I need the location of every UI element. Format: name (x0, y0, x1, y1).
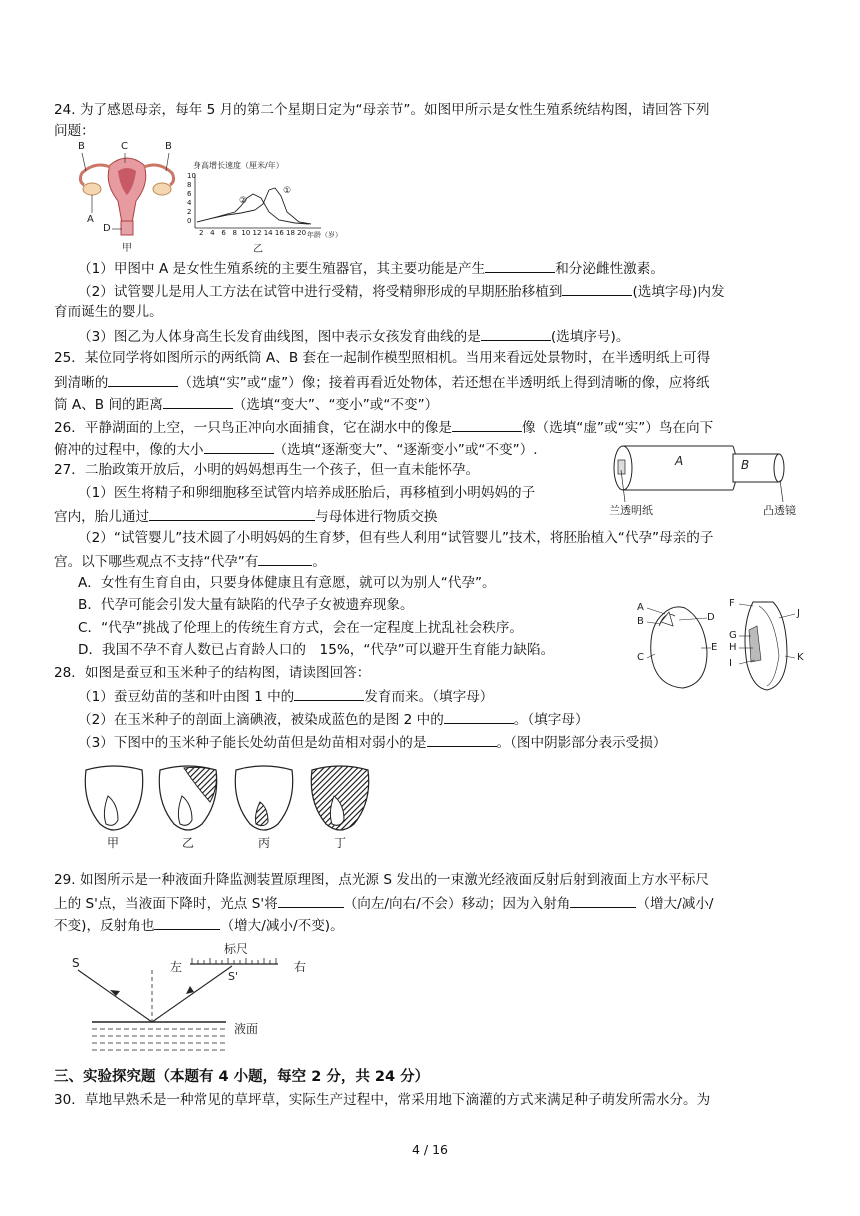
q24-line1: 24. 为了感恩母亲，每年 5 月的第二个星期日定为“母亲节”。如图甲所示是女性生殖系统结构图，请回答下列 (54, 102, 710, 118)
q27-option-a: A．女性有生育自由，只要身体健康且有意愿，就可以为别人“代孕”。 (78, 575, 496, 591)
source-s-label: S (72, 956, 80, 970)
seed-label-k: K (797, 652, 804, 663)
growth-ylabel: 身高增长速度（厘米/年） (193, 161, 284, 170)
q24-s2-cont: 育而诞生的婴儿。 (54, 304, 163, 320)
q28-s2: （2）在玉米种子的剖面上滴碘液，被染成蓝色的是图 2 中的 。（填字母） (78, 708, 589, 730)
growth-xticks: 2 4 6 8 10 12 14 16 18 20 (199, 229, 307, 237)
liquid-label: 液面 (234, 1022, 259, 1036)
ruler-label: 标尺 (224, 942, 249, 956)
q27-line4: （2）“试管婴儿”技术圆了小明妈妈的生育梦，但有些人利用“试管婴儿”技术，将胚胎植入“代孕”母亲的子 (78, 530, 714, 546)
figure-growth-chart (183, 160, 343, 255)
answer-blank[interactable] (149, 505, 315, 521)
growth-yticks: 10 8 6 4 2 0 (187, 172, 196, 225)
tube-b-label: B (741, 458, 750, 472)
answer-blank[interactable] (452, 416, 522, 432)
seed-caption-yi: 乙 (182, 836, 195, 850)
left-label: 左 (170, 960, 183, 974)
seed-label-j: J (797, 608, 800, 619)
q28-s3: （3）下图中的玉米种子能长处幼苗但是幼苗相对弱小的是 。（图中阴影部分表示受损） (78, 731, 666, 753)
q27-line3: 宫内，胎儿通过 与母体进行物质交换 (54, 505, 438, 527)
figure-model-camera (605, 440, 805, 518)
answer-blank[interactable] (294, 685, 364, 701)
seed-label-e: E (711, 642, 718, 653)
seed-label-c: C (637, 652, 644, 663)
answer-blank[interactable] (444, 708, 514, 724)
caption-jia: 甲 (122, 243, 132, 254)
q24-s1: （1）甲图中 A 是女性生殖系统的主要生殖器官，其主要功能是产生 和分泌雌性激素。 (78, 257, 664, 279)
curve-label-2: ② (239, 196, 248, 206)
q27-option-b: B．代孕可能会引发大量有缺陷的代孕子女被遗弃现象。 (78, 597, 414, 613)
q24-line2: 问题： (54, 123, 95, 139)
answer-blank[interactable] (570, 892, 636, 908)
label-b-left: B (78, 141, 85, 152)
q24-s3: （3）图乙为人体身高生长发育曲线图，图中表示女孩发育曲线的是 (选填序号)。 (78, 325, 629, 347)
figure-reproductive-system (70, 143, 185, 253)
q27-line1: 27．二胎政策开放后，小明的妈妈想再生一个孩子，但一直未能怀孕。 (54, 462, 480, 478)
answer-blank[interactable] (485, 257, 555, 273)
answer-blank[interactable] (481, 325, 551, 341)
q29-line3: 不变)，反射角也 （增大/减小/不变)。 (54, 914, 344, 936)
paper-label: 兰透明纸 (609, 504, 653, 517)
q27-option-c: C．“代孕”挑战了伦理上的传统生育方式，会在一定程度上扰乱社会秩序。 (78, 620, 523, 636)
answer-blank[interactable] (258, 550, 312, 566)
lens-label: 凸透镜 (763, 504, 796, 517)
q28-s1: （1）蚕豆幼苗的茎和叶由图 1 中的 发育而来。（填字母） (78, 685, 493, 707)
q27-line5: 宫。以下哪些观点不支持“代孕”有 。 (54, 550, 326, 572)
answer-blank[interactable] (108, 371, 178, 387)
q29-line2: 上的 S'点，当液面下降时，光点 S'将 （向左/向右/不会）移动；因为入射角 （增大/减小/ (54, 892, 714, 914)
seed-label-b: B (637, 616, 644, 627)
growth-xlabel: 年龄（岁） (307, 231, 342, 239)
answer-blank[interactable] (154, 914, 220, 930)
section3-title: 三、实验探究题（本题有 4 小题，每空 2 分，共 24 分） (54, 1069, 430, 1085)
tube-a-label: A (675, 454, 684, 468)
page-number: 4 / 16 (411, 1142, 449, 1157)
q25-line1: 25．某位同学将如图所示的两纸筒 A、B 套在一起制作模型照相机。当用来看远处景物时，在半透明纸上可得 (54, 350, 711, 366)
q26-line1: 26．平静湖面的上空，一只鸟正冲向水面捕食，它在湖水中的像是 像（选填“虚”或“实”）鸟在向下 (54, 416, 713, 438)
figure-liquid-level (66, 940, 326, 1060)
figure-damaged-seeds (80, 762, 385, 852)
q28-line1: 28．如图是蚕豆和玉米种子的结构图，请读图回答： (54, 665, 371, 681)
q25-line2: 到清晰的 （选填“实”或“虚”）像；接着再看近处物体，若还想在半透明纸上得到清晰的像，应将纸 (54, 371, 710, 393)
seed-label-f: F (729, 598, 735, 609)
q30-line1: 30．草地早熟禾是一种常见的草坪草，实际生产过程中，常采用地下滴灌的方式来满足种子萌发所需水分。为 (54, 1092, 711, 1108)
q25-line3: 筒 A、B 间的距离 （选填“变大”、“变小”或“不变”） (54, 393, 438, 415)
growth-axes (183, 160, 343, 255)
answer-blank[interactable] (562, 280, 632, 296)
label-c: C (121, 141, 128, 152)
q26-line2: 俯冲的过程中，像的大小 （选填“逐渐变大”、“逐渐变小”或“不变”）. (54, 438, 538, 460)
label-d: D (103, 223, 111, 234)
figure-seeds (635, 596, 815, 696)
seed-caption-ding: 丁 (334, 836, 347, 850)
answer-blank[interactable] (163, 393, 233, 409)
seed-label-h: H (729, 642, 737, 653)
label-b-right: B (165, 141, 172, 152)
seed-caption-bing: 丙 (258, 836, 271, 850)
seed-label-d: D (707, 612, 715, 623)
answer-blank[interactable] (427, 731, 497, 747)
q29-line1: 29. 如图所示是一种液面升降监测装置原理图，点光源 S 发出的一束激光经液面反射后射到液面上方水平标尺 (54, 872, 709, 888)
seed-caption-jia: 甲 (107, 836, 120, 850)
seed-label-a: A (637, 602, 644, 613)
seed-label-g: G (729, 630, 737, 641)
answer-blank[interactable] (204, 438, 274, 454)
curve-label-1: ① (283, 186, 292, 196)
point-s-prime-label: S' (228, 970, 239, 983)
q24-s2: （2）试管婴儿是用人工方法在试管中进行受精，将受精卵形成的早期胚胎移植到 (选填字母)内发 (78, 280, 725, 302)
caption-yi: 乙 (253, 244, 263, 255)
label-a: A (87, 214, 94, 225)
q27-line2: （1）医生将精子和卵细胞移至试管内培养成胚胎后，再移植到小明妈妈的子 (78, 485, 536, 501)
seed-label-i: I (729, 658, 732, 669)
q27-option-d: D．我国不孕不育人数已占育龄人口的 15%，“代孕”可以避开生育能力缺陷。 (78, 642, 555, 658)
reproductive-system-drawing (70, 143, 185, 253)
liquid-level-drawing (66, 940, 326, 1060)
seed-drawings (635, 596, 815, 696)
answer-blank[interactable] (278, 892, 344, 908)
right-label: 右 (294, 960, 307, 974)
